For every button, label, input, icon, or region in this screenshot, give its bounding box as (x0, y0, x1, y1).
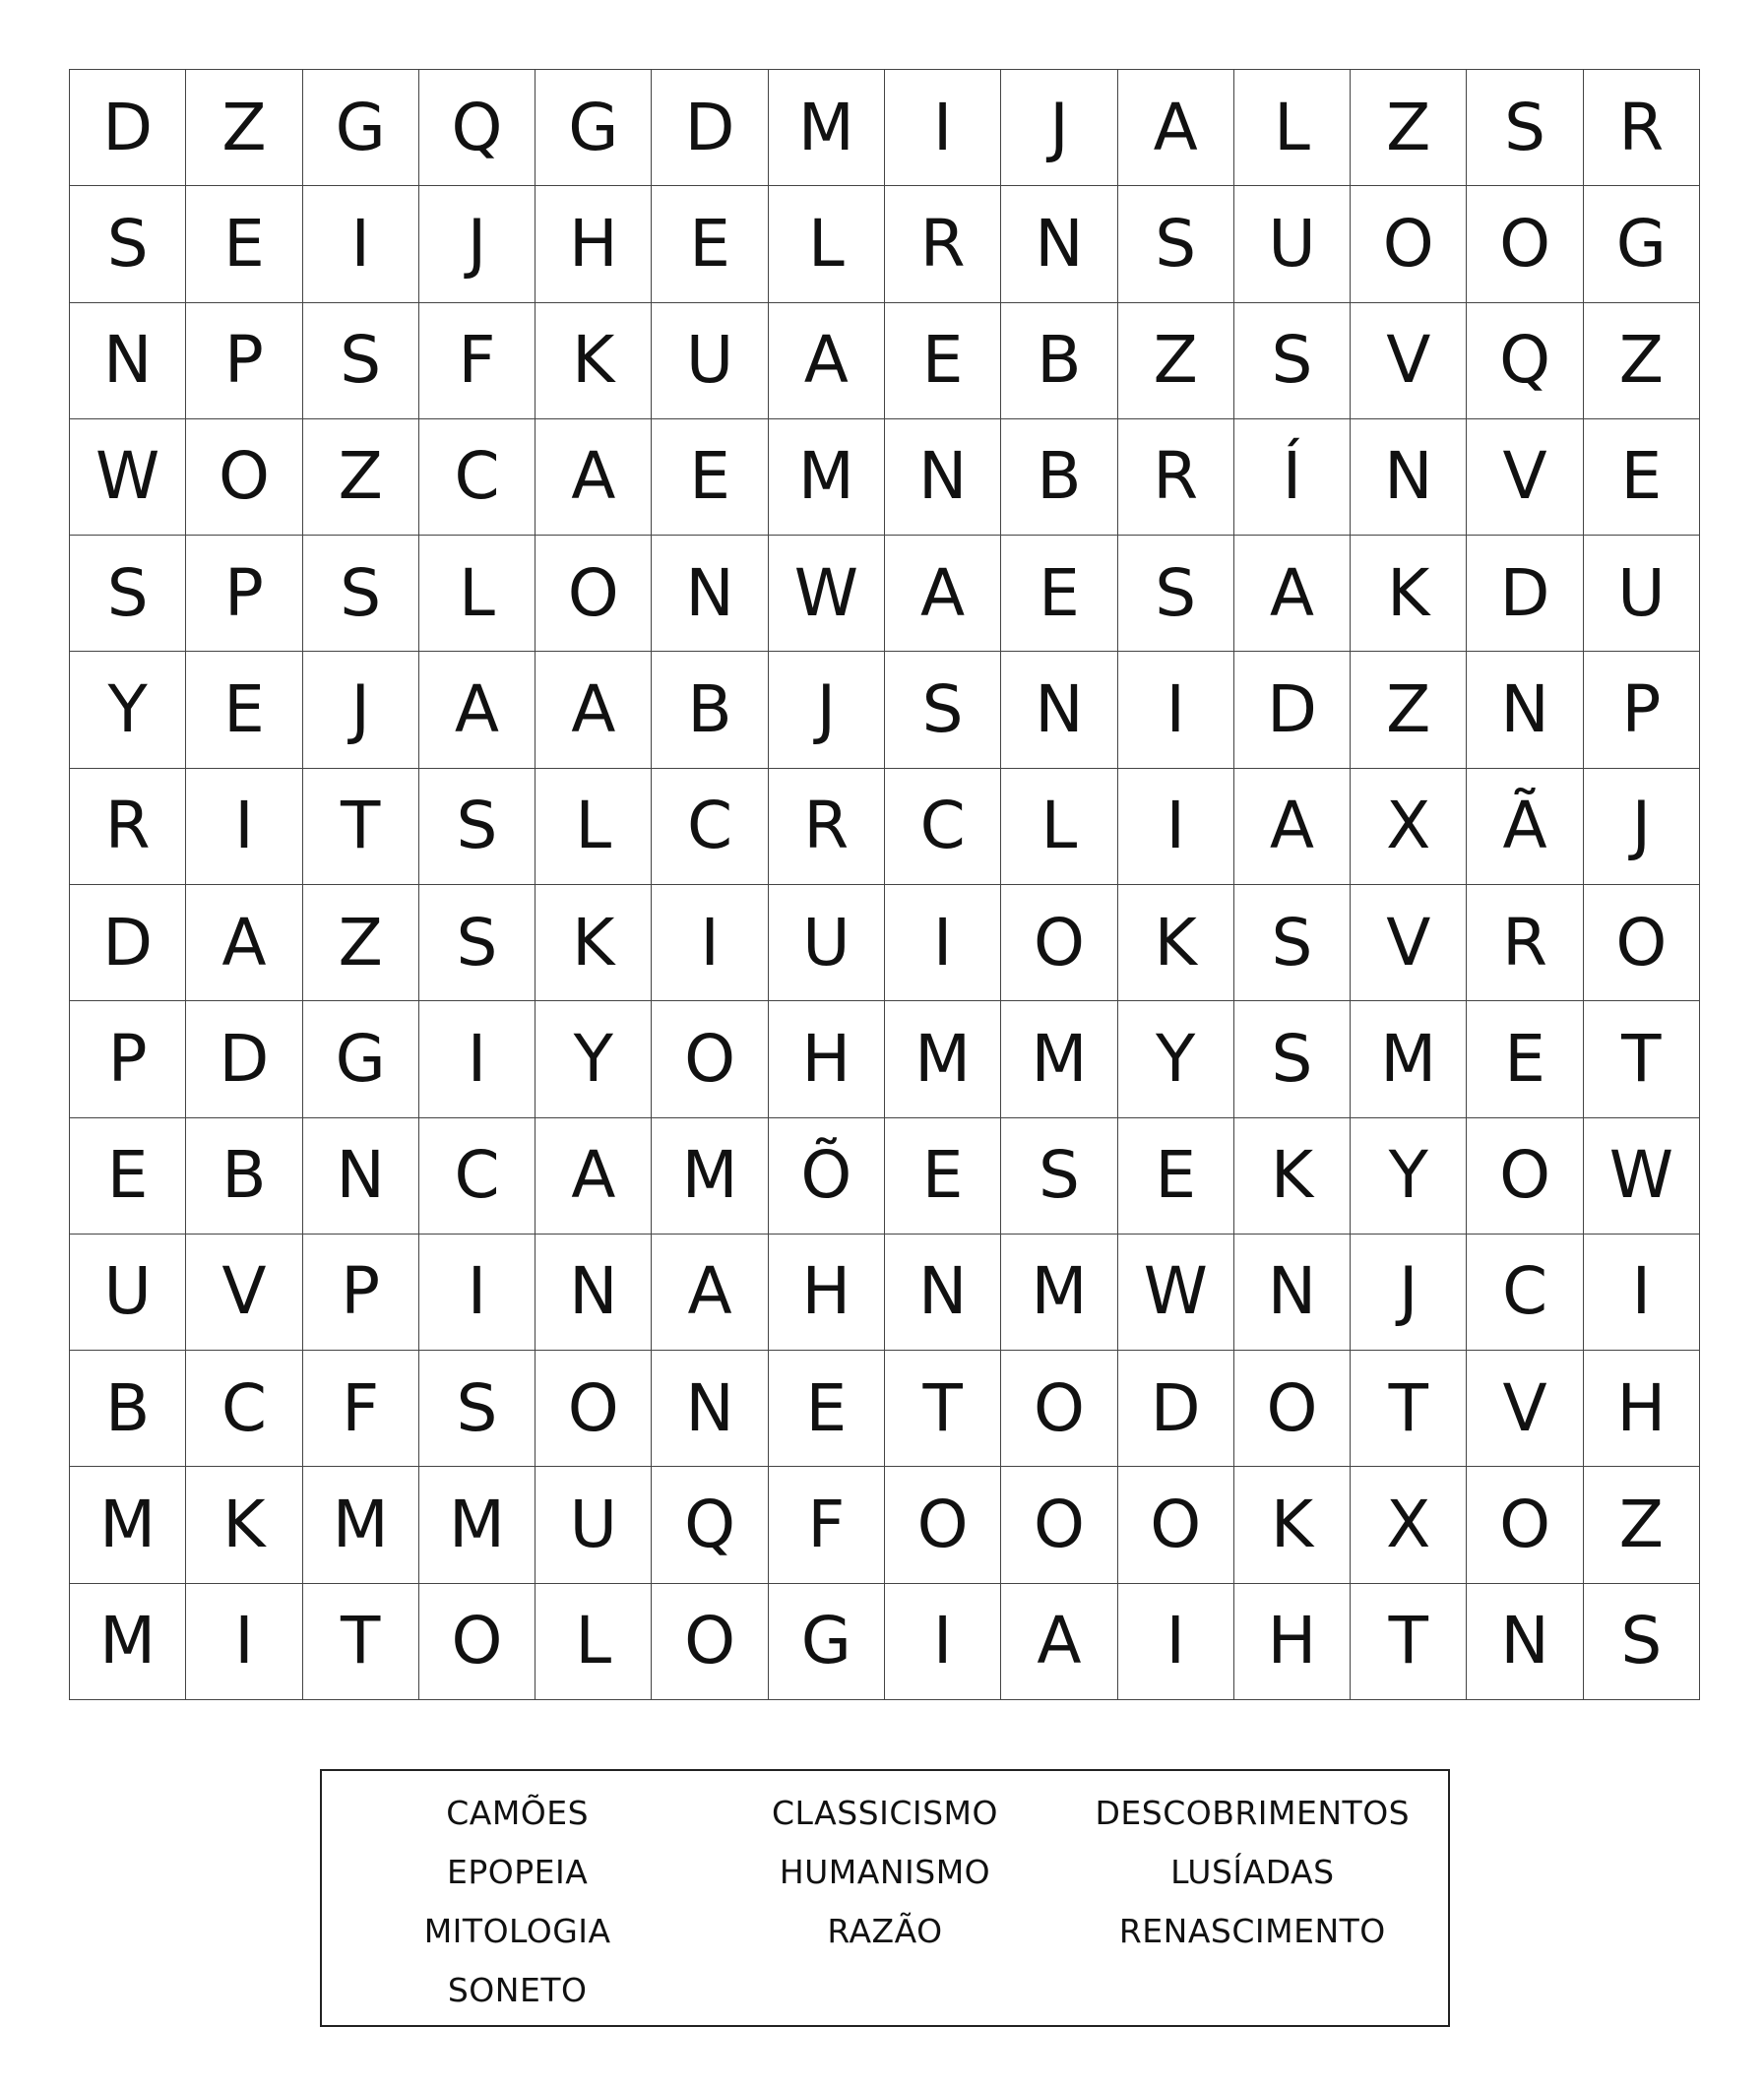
grid-cell[interactable]: B (70, 1351, 186, 1467)
grid-cell[interactable]: Z (1584, 1467, 1700, 1583)
grid-cell[interactable]: C (1467, 1235, 1583, 1351)
grid-cell[interactable]: M (1001, 1001, 1117, 1117)
grid-cell[interactable]: N (1351, 419, 1467, 536)
grid-cell[interactable]: N (70, 303, 186, 419)
grid-cell[interactable]: E (885, 1118, 1001, 1235)
word-bank-item: HUMANISMO (779, 1852, 991, 1891)
word-bank-item: CLASSICISMO (771, 1793, 999, 1832)
grid-cell[interactable]: R (70, 769, 186, 885)
grid-cell[interactable]: N (885, 1235, 1001, 1351)
grid-cell[interactable]: A (1234, 769, 1351, 885)
grid-cell[interactable]: J (303, 652, 419, 768)
grid-cell[interactable]: W (1584, 1118, 1700, 1235)
grid-cell[interactable]: T (1351, 1584, 1467, 1700)
grid-cell[interactable]: Õ (769, 1118, 885, 1235)
grid-cell[interactable]: E (186, 652, 302, 768)
word-bank-item: RENASCIMENTO (1118, 1911, 1386, 1950)
grid-cell[interactable]: X (1351, 1467, 1467, 1583)
grid-cell[interactable]: I (652, 885, 768, 1001)
grid-cell[interactable]: M (1001, 1235, 1117, 1351)
grid-cell[interactable]: H (769, 1001, 885, 1117)
grid-cell[interactable]: T (1351, 1351, 1467, 1467)
grid-cell[interactable]: M (769, 70, 885, 186)
grid-cell[interactable]: O (1584, 885, 1700, 1001)
grid-cell[interactable]: B (1001, 303, 1117, 419)
grid-cell[interactable]: M (419, 1467, 536, 1583)
grid-cell[interactable]: G (303, 1001, 419, 1117)
grid-cell[interactable]: I (186, 1584, 302, 1700)
grid-cell[interactable]: H (769, 1235, 885, 1351)
grid-cell[interactable]: M (885, 1001, 1001, 1117)
grid-cell[interactable]: B (1001, 419, 1117, 536)
grid-cell[interactable]: S (419, 885, 536, 1001)
grid-cell[interactable]: I (1118, 769, 1234, 885)
grid-cell[interactable]: P (1584, 652, 1700, 768)
grid-cell[interactable]: R (1118, 419, 1234, 536)
grid-cell[interactable]: I (419, 1001, 536, 1117)
grid-cell[interactable]: G (1584, 186, 1700, 302)
grid-cell[interactable]: D (1118, 1351, 1234, 1467)
grid-cell[interactable]: P (186, 536, 302, 652)
grid-cell[interactable]: M (652, 1118, 768, 1235)
grid-cell[interactable]: Z (303, 419, 419, 536)
grid-cell[interactable]: I (885, 885, 1001, 1001)
grid-cell[interactable]: O (1467, 1118, 1583, 1235)
grid-cell[interactable]: U (536, 1467, 652, 1583)
grid-cell[interactable]: U (652, 303, 768, 419)
grid-cell[interactable]: E (1118, 1118, 1234, 1235)
grid-cell[interactable]: U (769, 885, 885, 1001)
grid-cell[interactable]: I (885, 70, 1001, 186)
grid-cell[interactable]: V (186, 1235, 302, 1351)
grid-cell[interactable]: V (1467, 419, 1583, 536)
grid-cell[interactable]: U (70, 1235, 186, 1351)
grid-cell[interactable]: N (652, 1351, 768, 1467)
grid-cell[interactable]: J (1351, 1235, 1467, 1351)
grid-cell[interactable]: Y (1351, 1118, 1467, 1235)
grid-cell[interactable]: K (186, 1467, 302, 1583)
grid-cell[interactable]: O (1118, 1467, 1234, 1583)
grid-cell[interactable]: C (186, 1351, 302, 1467)
grid-cell[interactable]: S (1118, 536, 1234, 652)
grid-cell[interactable]: A (536, 419, 652, 536)
grid-cell[interactable]: N (303, 1118, 419, 1235)
grid-cell[interactable]: R (885, 186, 1001, 302)
grid-cell[interactable]: A (885, 536, 1001, 652)
grid-cell[interactable]: O (536, 1351, 652, 1467)
grid-cell[interactable]: A (1001, 1584, 1117, 1700)
grid-cell[interactable]: S (1467, 70, 1583, 186)
grid-cell[interactable]: O (1001, 1351, 1117, 1467)
grid-cell[interactable]: O (536, 536, 652, 652)
grid-cell[interactable]: E (1001, 536, 1117, 652)
grid-cell[interactable]: V (1351, 885, 1467, 1001)
grid-cell[interactable]: I (885, 1584, 1001, 1700)
grid-cell[interactable]: D (70, 885, 186, 1001)
grid-cell[interactable]: Y (1118, 1001, 1234, 1117)
grid-cell[interactable]: O (1001, 1467, 1117, 1583)
grid-cell[interactable]: U (1584, 536, 1700, 652)
grid-cell[interactable]: W (769, 536, 885, 652)
grid-cell[interactable]: O (1001, 885, 1117, 1001)
grid-cell[interactable]: O (1234, 1351, 1351, 1467)
grid-cell[interactable]: A (652, 1235, 768, 1351)
grid-cell[interactable]: S (1234, 303, 1351, 419)
grid-cell[interactable]: M (70, 1584, 186, 1700)
grid-cell[interactable]: B (652, 652, 768, 768)
grid-cell[interactable]: G (536, 70, 652, 186)
grid-cell[interactable]: N (1467, 1584, 1583, 1700)
grid-cell[interactable]: J (419, 186, 536, 302)
grid-cell[interactable]: E (769, 1351, 885, 1467)
grid-cell[interactable]: I (419, 1235, 536, 1351)
grid-cell[interactable]: N (1234, 1235, 1351, 1351)
grid-cell[interactable]: I (1118, 652, 1234, 768)
grid-cell[interactable]: Z (186, 70, 302, 186)
grid-cell[interactable]: O (1467, 1467, 1583, 1583)
grid-cell[interactable]: L (536, 1584, 652, 1700)
grid-cell[interactable]: Z (1351, 70, 1467, 186)
grid-cell[interactable]: O (652, 1001, 768, 1117)
grid-cell[interactable]: T (885, 1351, 1001, 1467)
grid-cell[interactable]: K (1118, 885, 1234, 1001)
grid-cell[interactable]: G (769, 1584, 885, 1700)
grid-cell[interactable]: V (1351, 303, 1467, 419)
grid-cell[interactable]: S (1234, 1001, 1351, 1117)
grid-cell[interactable]: E (885, 303, 1001, 419)
grid-cell[interactable]: F (419, 303, 536, 419)
grid-cell[interactable]: S (303, 536, 419, 652)
word-bank-item: SONETO (447, 1970, 588, 2009)
grid-cell[interactable]: K (536, 885, 652, 1001)
grid-cell[interactable]: N (652, 536, 768, 652)
grid-cell[interactable]: S (1118, 186, 1234, 302)
word-bank-item: MITOLOGIA (423, 1911, 611, 1950)
grid-cell[interactable]: H (1584, 1351, 1700, 1467)
grid-cell[interactable]: I (1118, 1584, 1234, 1700)
grid-cell[interactable]: R (1584, 70, 1700, 186)
word-bank-item: LUSÍADAS (1170, 1852, 1335, 1891)
grid-cell[interactable]: Z (1584, 303, 1700, 419)
grid-cell[interactable]: P (70, 1001, 186, 1117)
grid-cell[interactable]: L (419, 536, 536, 652)
grid-cell[interactable]: B (186, 1118, 302, 1235)
grid-cell[interactable]: R (1467, 885, 1583, 1001)
grid-cell[interactable]: I (1584, 1235, 1700, 1351)
grid-cell[interactable]: A (419, 652, 536, 768)
grid-cell[interactable]: E (186, 186, 302, 302)
grid-cell[interactable]: D (1234, 652, 1351, 768)
grid-cell[interactable]: S (419, 1351, 536, 1467)
grid-cell[interactable]: S (419, 769, 536, 885)
grid-cell[interactable]: V (1467, 1351, 1583, 1467)
grid-cell[interactable]: O (885, 1467, 1001, 1583)
grid-cell[interactable]: M (769, 419, 885, 536)
letter-grid (69, 69, 1700, 1700)
grid-cell[interactable]: P (303, 1235, 419, 1351)
grid-cell[interactable]: E (1584, 419, 1700, 536)
grid-cell[interactable]: Z (1351, 652, 1467, 768)
grid-cell[interactable]: E (652, 186, 768, 302)
grid-cell[interactable]: A (1234, 536, 1351, 652)
grid-cell[interactable]: Y (536, 1001, 652, 1117)
grid-cell[interactable]: E (70, 1118, 186, 1235)
grid-cell[interactable]: S (1584, 1584, 1700, 1700)
grid-cell[interactable]: Z (1118, 303, 1234, 419)
grid-cell[interactable]: T (303, 1584, 419, 1700)
grid-cell[interactable]: X (1351, 769, 1467, 885)
grid-cell[interactable]: S (70, 536, 186, 652)
grid-cell[interactable]: O (1467, 186, 1583, 302)
grid-cell[interactable]: S (1234, 885, 1351, 1001)
grid-cell[interactable]: S (70, 186, 186, 302)
grid-cell[interactable]: Q (419, 70, 536, 186)
grid-cell[interactable]: D (1467, 536, 1583, 652)
word-bank-item: RAZÃO (827, 1911, 943, 1950)
grid-cell[interactable]: C (885, 769, 1001, 885)
grid-cell[interactable]: I (186, 769, 302, 885)
grid-cell[interactable]: K (1234, 1118, 1351, 1235)
grid-cell[interactable]: E (1467, 1001, 1583, 1117)
word-bank-item: DESCOBRIMENTOS (1095, 1793, 1411, 1832)
grid-cell[interactable]: F (303, 1351, 419, 1467)
grid-cell[interactable]: S (303, 303, 419, 419)
grid-cell[interactable]: L (769, 186, 885, 302)
grid-cell[interactable]: L (1234, 70, 1351, 186)
grid-cell[interactable]: G (303, 70, 419, 186)
grid-cell[interactable]: D (652, 70, 768, 186)
grid-cell[interactable]: O (652, 1584, 768, 1700)
grid-cell[interactable]: Z (303, 885, 419, 1001)
grid-cell[interactable]: C (652, 769, 768, 885)
word-bank-item: CAMÕES (446, 1793, 590, 1832)
grid-cell[interactable]: O (186, 419, 302, 536)
grid-cell[interactable]: A (536, 1118, 652, 1235)
grid-cell[interactable]: A (1118, 70, 1234, 186)
grid-cell[interactable]: Í (1234, 419, 1351, 536)
grid-cell[interactable]: N (885, 419, 1001, 536)
word-bank-item: EPOPEIA (447, 1852, 589, 1891)
grid-cell[interactable]: J (769, 652, 885, 768)
grid-cell[interactable]: J (1001, 70, 1117, 186)
grid-cell[interactable]: K (536, 303, 652, 419)
grid-cell[interactable]: R (769, 769, 885, 885)
grid-cell[interactable]: L (1001, 769, 1117, 885)
grid-cell[interactable]: N (1467, 652, 1583, 768)
grid-cell[interactable]: K (1234, 1467, 1351, 1583)
grid-cell[interactable]: O (419, 1584, 536, 1700)
grid-cell[interactable]: T (1584, 1001, 1700, 1117)
grid-cell[interactable]: M (1351, 1001, 1467, 1117)
grid-cell[interactable]: A (769, 303, 885, 419)
grid-cell[interactable]: C (419, 1118, 536, 1235)
grid-cell[interactable]: T (303, 769, 419, 885)
grid-cell[interactable]: Y (70, 652, 186, 768)
grid-cell[interactable]: N (1001, 186, 1117, 302)
grid-cell[interactable]: E (652, 419, 768, 536)
grid-cell[interactable]: S (885, 652, 1001, 768)
grid-cell[interactable]: W (70, 419, 186, 536)
grid-cell[interactable]: I (303, 186, 419, 302)
grid-cell[interactable]: U (1234, 186, 1351, 302)
grid-cell[interactable]: C (419, 419, 536, 536)
grid-cell[interactable]: N (1001, 652, 1117, 768)
grid-cell[interactable]: P (186, 303, 302, 419)
grid-cell[interactable]: S (1001, 1118, 1117, 1235)
grid-cell[interactable]: K (1351, 536, 1467, 652)
grid-cell[interactable]: W (1118, 1235, 1234, 1351)
grid-cell[interactable]: Ã (1467, 769, 1583, 885)
grid-cell[interactable]: O (1351, 186, 1467, 302)
grid-cell[interactable]: Q (652, 1467, 768, 1583)
word-bank (320, 1769, 1450, 2027)
grid-cell[interactable]: L (536, 769, 652, 885)
grid-cell[interactable]: D (70, 70, 186, 186)
grid-cell[interactable]: M (303, 1467, 419, 1583)
grid-cell[interactable]: N (536, 1235, 652, 1351)
grid-cell[interactable]: A (536, 652, 652, 768)
grid-cell[interactable]: H (536, 186, 652, 302)
grid-cell[interactable]: J (1584, 769, 1700, 885)
grid-cell[interactable]: M (70, 1467, 186, 1583)
grid-cell[interactable]: D (186, 1001, 302, 1117)
grid-cell[interactable]: Q (1467, 303, 1583, 419)
grid-cell[interactable]: H (1234, 1584, 1351, 1700)
grid-cell[interactable]: F (769, 1467, 885, 1583)
grid-cell[interactable]: A (186, 885, 302, 1001)
